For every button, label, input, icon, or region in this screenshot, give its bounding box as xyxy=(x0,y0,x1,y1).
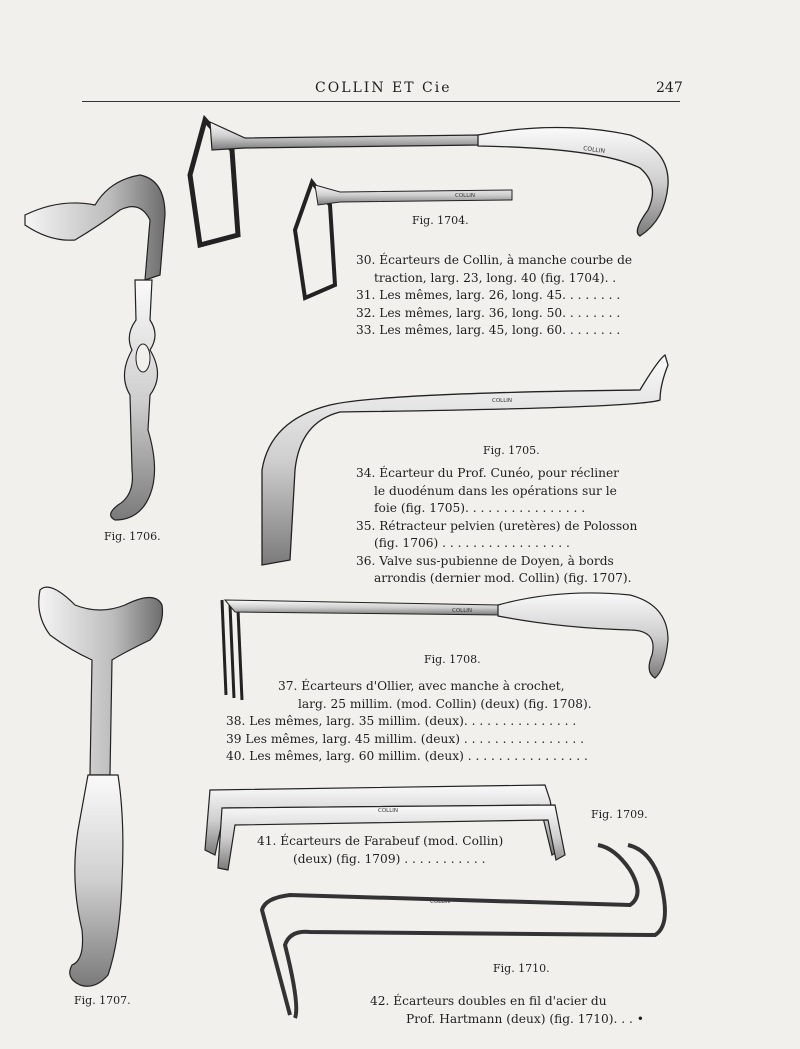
fig-1708-collin-mark: COLLIN xyxy=(452,608,473,614)
entry-35-line-2: (fig. 1706) . . . . . . . . . . . . . . . . . xyxy=(374,536,570,550)
caption-fig-1704: Fig. 1704. xyxy=(412,214,469,227)
entry-42 xyxy=(370,993,644,1028)
fig-1706-pelvic-retractor xyxy=(25,175,165,520)
caption-fig-1705: Fig. 1705. xyxy=(483,444,540,457)
entry-39: 39 Les mêmes, larg. 45 millim. (deux) . . . . . . . . . . . . . . . . xyxy=(226,731,584,746)
page-header-title: COLLIN ET Cie xyxy=(315,80,452,96)
entry-32: 32. Les mêmes, larg. 36, long. 50. . . . . . . . xyxy=(356,305,621,320)
entry-38: 38. Les mêmes, larg. 35 millim. (deux). . . . . . . . . . . . . . . xyxy=(226,714,577,728)
entry-37-line-2: larg. 25 millim. (mod. Collin) (deux) (fig. 1708). xyxy=(298,696,592,711)
entries-30-33 xyxy=(356,252,632,340)
fig-1709-collin-mark: COLLIN xyxy=(378,808,399,814)
entry-34-line-3: foie (fig. 1705). . . . . . . . . . . . . . . . xyxy=(374,501,586,515)
entry-35-line-1: 35. Rétracteur pelvien (uretères) de Polosson xyxy=(356,518,638,533)
caption-fig-1707: Fig. 1707. xyxy=(74,994,131,1007)
page-number: 247 xyxy=(656,80,683,96)
fig-1707-doyen-valve xyxy=(39,587,163,986)
entry-34-line-1: 34. Écarteur du Prof. Cunéo, pour récliner xyxy=(356,466,620,480)
entry-41-line-2: (deux) (fig. 1709) . . . . . . . . . . . xyxy=(293,851,486,866)
fig-1710-collin-mark: COLLIN xyxy=(430,899,451,905)
entry-36-line-2: arrondis (dernier mod. Collin) (fig. 1707). xyxy=(374,571,632,585)
entry-30-line-1: 30. Écarteurs de Collin, à manche courbe de xyxy=(356,253,633,267)
entry-34-line-2: le duodénum dans les opérations sur le xyxy=(374,483,617,498)
fig-1704-small-collin-mark: COLLIN xyxy=(455,193,476,199)
entry-42-line-1: 42. Écarteurs doubles en fil d'acier du xyxy=(370,994,607,1008)
entry-42-line-2: Prof. Hartmann (deux) (fig. 1710). . . • xyxy=(406,1011,644,1026)
entries-34-36 xyxy=(356,465,637,588)
entries-37-40 xyxy=(226,678,592,766)
entry-40: 40. Les mêmes, larg. 60 millim. (deux) . . . . . . . . . . . . . . . . xyxy=(226,749,588,763)
caption-fig-1706: Fig. 1706. xyxy=(104,530,161,543)
entry-33: 33. Les mêmes, larg. 45, long. 60. . . . . . . . xyxy=(356,323,621,337)
caption-fig-1709: Fig. 1709. xyxy=(591,808,648,821)
entry-30-line-2: traction, larg. 23, long. 40 (fig. 1704). . xyxy=(374,270,617,285)
fig-1705-collin-mark: COLLIN xyxy=(492,398,513,404)
caption-fig-1710: Fig. 1710. xyxy=(493,962,550,975)
caption-fig-1708: Fig. 1708. xyxy=(424,653,481,666)
entry-31: 31. Les mêmes, larg. 26, long. 45. . . . . . . . xyxy=(356,288,621,302)
entry-41 xyxy=(257,833,503,868)
entry-37-line-1: 37. Écarteurs d'Ollier, avec manche à crochet, xyxy=(278,679,565,693)
entry-41-line-1: 41. Écarteurs de Farabeuf (mod. Collin) xyxy=(257,834,504,848)
fig-1704-collin-mark: COLLIN xyxy=(582,145,606,156)
entry-36-line-1: 36. Valve sus-pubienne de Doyen, à bords xyxy=(356,553,614,568)
